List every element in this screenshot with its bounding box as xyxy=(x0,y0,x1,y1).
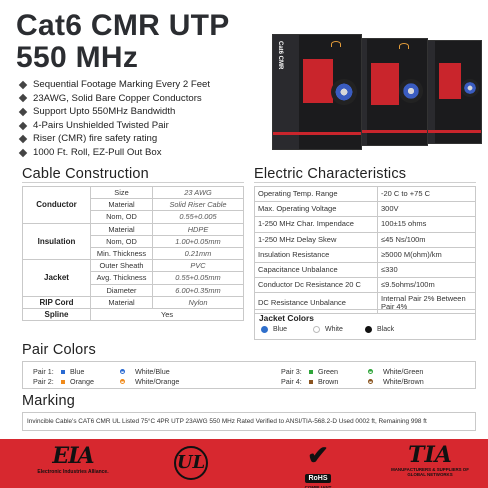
blue-swatch-icon xyxy=(261,326,268,333)
jacket-colors-heading: Jacket Colors xyxy=(259,313,314,323)
group-spline: Spline xyxy=(23,308,91,320)
row-value: 100±15 ohms xyxy=(378,217,476,232)
row-value: -20 C to +75 C xyxy=(378,187,476,202)
row-key: Outer Sheath xyxy=(91,260,153,272)
white-brown-dot-icon xyxy=(368,379,373,384)
diamond-bullet-icon xyxy=(19,121,27,129)
marking-text: Invincible Cable's CAT6 CMR UL Listed 75°C 4PR UTP 23AWG 550 MHz Rated Verified to ANSI/TIA-568.2-D Used 0002 ft, Remaining 998 ft xyxy=(22,412,476,431)
row-value: 6.00+0.35mm xyxy=(153,284,244,296)
pair-row xyxy=(281,377,424,386)
feature-text: Riser (CMR) fire safety rating xyxy=(33,133,158,145)
cable-construction-table xyxy=(22,186,244,321)
row-key: Capacitance Unbalance xyxy=(255,262,378,277)
row-key: Min. Thickness xyxy=(91,247,153,259)
pair-striped-name: White/Orange xyxy=(135,377,180,386)
jacket-colors-panel xyxy=(254,309,476,340)
brown-square-icon xyxy=(309,380,313,384)
title-line-1: Cat6 CMR UTP xyxy=(16,9,230,42)
diamond-bullet-icon xyxy=(19,149,27,157)
row-key: Insulation Resistance xyxy=(255,247,378,262)
electric-heading: Electric Characteristics xyxy=(254,166,407,182)
diamond-bullet-icon xyxy=(19,81,27,89)
black-swatch-icon xyxy=(365,326,372,333)
diamond-bullet-icon xyxy=(19,94,27,102)
product-box-back xyxy=(420,40,482,144)
tia-logo-subtitle: MANUFACTURERS & SUPPLIERS OF GLOBAL NETWORKS xyxy=(391,467,469,477)
feature-list xyxy=(20,78,265,160)
title-line-2: 550 MHz xyxy=(16,41,139,74)
row-value: ≥5000 M(ohm)/km xyxy=(378,247,476,262)
table-row xyxy=(255,247,476,262)
checkmark-icon: ✔ xyxy=(307,440,329,470)
diamond-bullet-icon xyxy=(19,108,27,116)
row-key: Nom, OD xyxy=(91,235,153,247)
row-value: Solid Riser Cable xyxy=(153,199,244,211)
feature-text: 23AWG, Solid Bare Copper Conductors xyxy=(33,92,202,104)
row-key: 1-250 MHz Char. Impendace xyxy=(255,217,378,232)
group-insulation: Insulation xyxy=(23,223,91,260)
row-value: ≤9.5ohms/100m xyxy=(378,278,476,293)
tia-logo-mark: TIA xyxy=(408,442,452,468)
white-orange-dot-icon xyxy=(120,379,125,384)
pair-solid-name: Brown xyxy=(318,377,339,386)
marking-heading: Marking xyxy=(22,393,75,409)
feature-item xyxy=(20,105,265,119)
pair-label: Pair 4: xyxy=(281,377,302,386)
ul-logo xyxy=(166,443,216,484)
jacket-option-white xyxy=(313,326,343,333)
table-row xyxy=(23,260,244,272)
row-value: Internal Pair 2% Between Pair 4% xyxy=(378,293,476,314)
table-row xyxy=(255,232,476,247)
pair-row xyxy=(281,367,423,376)
jacket-option-blue xyxy=(261,326,287,333)
row-value: HDPE xyxy=(153,223,244,235)
pair-striped-name: White/Brown xyxy=(383,377,424,386)
table-row xyxy=(23,223,244,235)
cable-construction-heading: Cable Construction xyxy=(22,166,149,182)
pair-row xyxy=(33,367,170,376)
group-conductor: Conductor xyxy=(23,187,91,224)
table-row xyxy=(255,278,476,293)
blue-square-icon xyxy=(61,370,65,374)
row-value: 0.21mm xyxy=(153,247,244,259)
jacket-option-black xyxy=(365,326,394,333)
row-key: Material xyxy=(91,199,153,211)
eia-logo xyxy=(28,443,118,484)
pair-colors-panel xyxy=(22,361,476,389)
row-key: Diameter xyxy=(91,284,153,296)
pair-solid-name: Blue xyxy=(70,367,85,376)
spline-value: Yes xyxy=(91,308,244,320)
feature-text: 1000 Ft. Roll, EZ-Pull Out Box xyxy=(33,146,162,158)
table-row xyxy=(255,217,476,232)
rohs-subtitle: COMPLIANT xyxy=(304,485,332,488)
product-box-front xyxy=(272,34,362,150)
row-key: Operating Temp. Range xyxy=(255,187,378,202)
row-key: 1-250 MHz Delay Skew xyxy=(255,232,378,247)
certification-footer xyxy=(0,439,488,488)
row-value: 0.55+0.05mm xyxy=(153,272,244,284)
rohs-logo xyxy=(290,440,346,488)
row-value: 0.55+0.005 xyxy=(153,211,244,223)
feature-item xyxy=(20,146,265,160)
row-key: Avg. Thickness xyxy=(91,272,153,284)
eia-logo-subtitle: Electronic Industries Alliance. xyxy=(37,469,109,475)
table-row xyxy=(255,202,476,217)
row-value: Nylon xyxy=(153,296,244,308)
row-value: ≤45 Ns/100m xyxy=(378,232,476,247)
white-blue-dot-icon xyxy=(120,369,125,374)
pair-label: Pair 3: xyxy=(281,367,302,376)
pair-row xyxy=(33,377,179,386)
row-key: Material xyxy=(91,223,153,235)
row-value: 23 AWG xyxy=(153,187,244,199)
pair-striped-name: White/Green xyxy=(383,367,424,376)
table-row xyxy=(255,187,476,202)
pair-label: Pair 1: xyxy=(33,367,54,376)
page-title xyxy=(16,10,230,74)
pair-striped-name: White/Blue xyxy=(135,367,170,376)
group-jacket: Jacket xyxy=(23,260,91,297)
row-key: Conductor Dc Resistance 20 C xyxy=(255,278,378,293)
feature-text: 4-Pairs Unshielded Twisted Pair xyxy=(33,119,169,131)
table-row xyxy=(23,308,244,320)
pair-solid-name: Orange xyxy=(70,377,94,386)
feature-text: Sequential Footage Marking Every 2 Feet xyxy=(33,79,211,90)
row-value: PVC xyxy=(153,260,244,272)
pair-label: Pair 2: xyxy=(33,377,54,386)
product-box-image xyxy=(272,34,484,152)
feature-text: Support Upto 550MHz Bandwidth xyxy=(33,106,176,118)
table-row xyxy=(255,262,476,277)
box-label: Cat6 CMR xyxy=(277,41,283,70)
pair-solid-name: Green xyxy=(318,367,338,376)
row-value: 300V xyxy=(378,202,476,217)
group-rip-cord: RIP Cord xyxy=(23,296,91,308)
jacket-option-label: Black xyxy=(377,326,395,333)
divider xyxy=(22,182,244,183)
tia-logo xyxy=(390,443,470,484)
row-key: DC Resistance Unbalance xyxy=(255,293,378,314)
eia-logo-mark: EIA xyxy=(52,443,94,469)
feature-item xyxy=(20,92,265,106)
divider xyxy=(254,182,476,183)
pair-colors-heading: Pair Colors xyxy=(22,342,96,358)
rohs-badge: RoHS xyxy=(305,474,330,483)
diamond-bullet-icon xyxy=(19,135,27,143)
orange-square-icon xyxy=(61,380,65,384)
feature-item xyxy=(20,119,265,133)
green-square-icon xyxy=(309,370,313,374)
row-key: Material xyxy=(91,296,153,308)
row-value: ≤330 xyxy=(378,262,476,277)
white-swatch-icon xyxy=(313,326,320,333)
feature-item xyxy=(20,132,265,146)
jacket-option-label: Blue xyxy=(273,326,288,333)
row-value: 1.00+0.05mm xyxy=(153,235,244,247)
feature-item xyxy=(20,78,265,92)
row-key: Nom, OD xyxy=(91,211,153,223)
row-key: Max. Operating Voltage xyxy=(255,202,378,217)
electric-table xyxy=(254,186,476,314)
table-row xyxy=(23,296,244,308)
ul-logo-mark: UL xyxy=(174,446,208,480)
white-green-dot-icon xyxy=(368,369,373,374)
table-row xyxy=(23,187,244,199)
jacket-option-label: White xyxy=(325,326,343,333)
row-key: Size xyxy=(91,187,153,199)
